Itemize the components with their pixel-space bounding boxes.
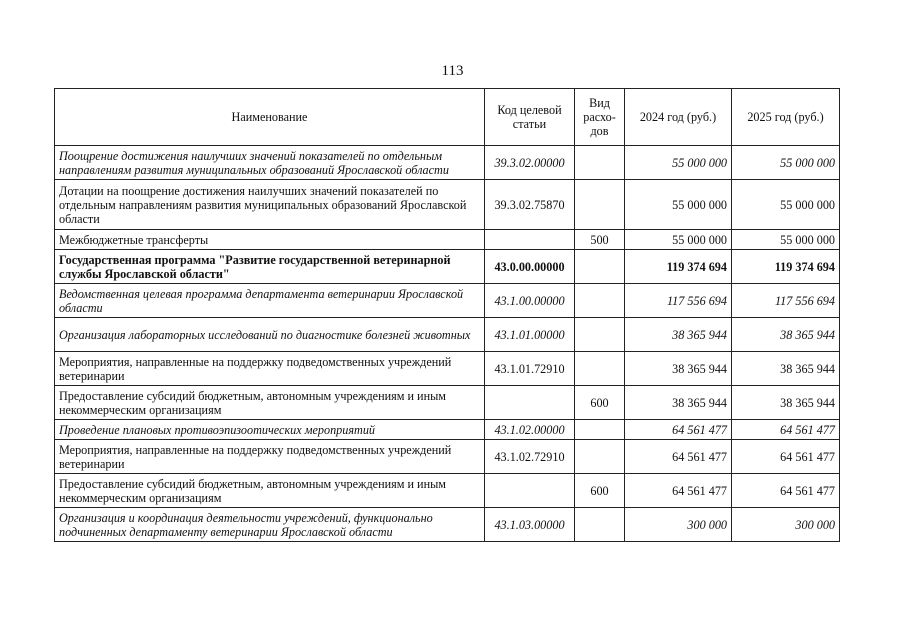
cell-2025: 119 374 694 [732, 250, 840, 284]
cell-2024: 38 365 944 [625, 352, 732, 386]
cell-2024: 38 365 944 [625, 386, 732, 420]
cell-type [575, 284, 625, 318]
cell-type [575, 440, 625, 474]
cell-name: Мероприятия, направленные на поддержку подведомственных учреждений ветеринарии [55, 352, 485, 386]
cell-type [575, 180, 625, 230]
cell-name: Мероприятия, направленные на поддержку подведомственных учреждений ветеринарии [55, 440, 485, 474]
cell-2024: 64 561 477 [625, 474, 732, 508]
cell-code: 39.3.02.75870 [485, 180, 575, 230]
table-row [55, 318, 840, 352]
cell-2025: 64 561 477 [732, 474, 840, 508]
cell-type [575, 250, 625, 284]
cell-code: 43.1.01.72910 [485, 352, 575, 386]
cell-code [485, 474, 575, 508]
cell-2024: 55 000 000 [625, 180, 732, 230]
header-type: Вид расхо-дов [575, 89, 625, 146]
cell-name: Предоставление субсидий бюджетным, автономным учреждениям и иным некоммерческим организациям [55, 386, 485, 420]
cell-2024: 55 000 000 [625, 146, 732, 180]
cell-name: Дотации на поощрение достижения наилучших значений показателей по отдельным направлениям развития муниципальных образований Ярославской области [55, 180, 485, 230]
cell-type: 600 [575, 386, 625, 420]
cell-2024: 119 374 694 [625, 250, 732, 284]
page-number: 113 [441, 63, 464, 79]
cell-name: Межбюджетные трансферты [55, 230, 485, 250]
cell-code: 43.0.00.00000 [485, 250, 575, 284]
cell-2024: 38 365 944 [625, 318, 732, 352]
cell-type [575, 146, 625, 180]
cell-code: 43.1.01.00000 [485, 318, 575, 352]
cell-name: Проведение плановых противоэпизоотических мероприятий [55, 420, 485, 440]
cell-name: Ведомственная целевая программа департамента ветеринарии Ярославской области [55, 284, 485, 318]
cell-name: Поощрение достижения наилучших значений показателей по отдельным направлениям развития муниципальных образований Ярославской области [55, 146, 485, 180]
cell-2025: 55 000 000 [732, 146, 840, 180]
cell-code: 39.3.02.00000 [485, 146, 575, 180]
table-row [55, 508, 840, 542]
cell-2025: 38 365 944 [732, 386, 840, 420]
cell-2025: 64 561 477 [732, 440, 840, 474]
cell-2024: 64 561 477 [625, 420, 732, 440]
cell-code: 43.1.00.00000 [485, 284, 575, 318]
cell-2025: 117 556 694 [732, 284, 840, 318]
table-header-row [55, 89, 840, 146]
table-row [55, 420, 840, 440]
cell-2025: 38 365 944 [732, 318, 840, 352]
cell-type: 600 [575, 474, 625, 508]
cell-2025: 38 365 944 [732, 352, 840, 386]
cell-code [485, 386, 575, 420]
table-row [55, 440, 840, 474]
cell-code: 43.1.02.00000 [485, 420, 575, 440]
table-body [55, 146, 840, 542]
cell-code [485, 230, 575, 250]
cell-2025: 300 000 [732, 508, 840, 542]
cell-name: Организация лабораторных исследований по диагностике болезней животных [55, 318, 485, 352]
budget-table [54, 88, 840, 542]
table-row [55, 146, 840, 180]
cell-code: 43.1.02.72910 [485, 440, 575, 474]
cell-2024: 55 000 000 [625, 230, 732, 250]
cell-code: 43.1.03.00000 [485, 508, 575, 542]
cell-type [575, 508, 625, 542]
cell-type [575, 318, 625, 352]
table-row [55, 386, 840, 420]
cell-type [575, 420, 625, 440]
table-row [55, 474, 840, 508]
cell-type [575, 352, 625, 386]
table-row [55, 352, 840, 386]
cell-name: Организация и координация деятельности учреждений, функционально подчиненных департаменту ветеринарии Ярославской области [55, 508, 485, 542]
cell-2025: 55 000 000 [732, 230, 840, 250]
header-code: Код целевой статьи [485, 89, 575, 146]
header-2025: 2025 год (руб.) [732, 89, 840, 146]
cell-2024: 64 561 477 [625, 440, 732, 474]
header-2024: 2024 год (руб.) [625, 89, 732, 146]
cell-2024: 300 000 [625, 508, 732, 542]
header-name: Наименование [55, 89, 485, 146]
table-row [55, 230, 840, 250]
cell-name: Государственная программа "Развитие государственной ветеринарной службы Ярославской области" [55, 250, 485, 284]
table-row [55, 180, 840, 230]
cell-2025: 55 000 000 [732, 180, 840, 230]
cell-2024: 117 556 694 [625, 284, 732, 318]
cell-2025: 64 561 477 [732, 420, 840, 440]
table-row [55, 250, 840, 284]
cell-name: Предоставление субсидий бюджетным, автономным учреждениям и иным некоммерческим организациям [55, 474, 485, 508]
table-row [55, 284, 840, 318]
cell-type: 500 [575, 230, 625, 250]
